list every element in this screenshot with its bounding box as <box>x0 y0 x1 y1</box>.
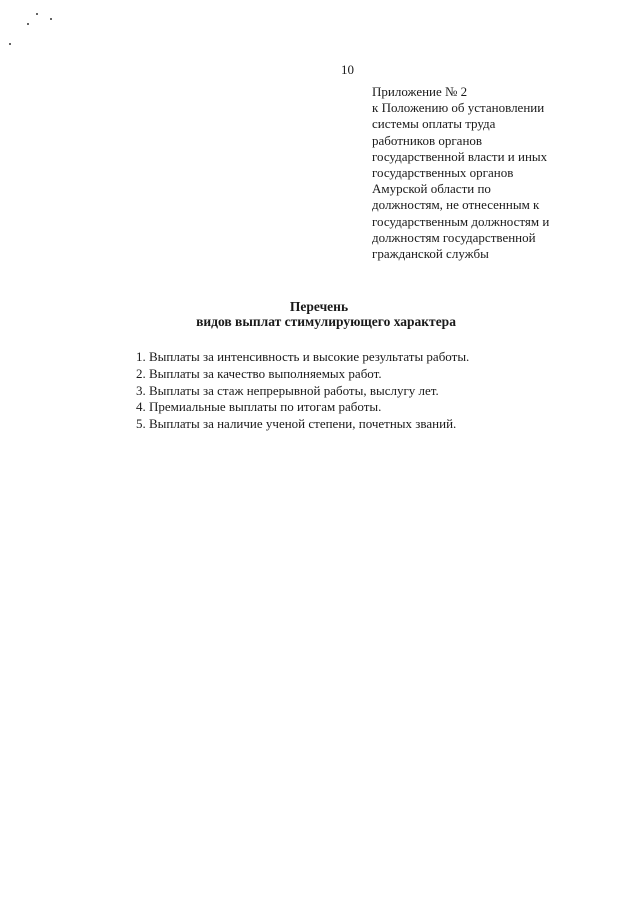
appendix-line: государственной власти и иных <box>372 148 548 164</box>
list-item: 3. Выплаты за стаж непрерывной работы, выслугу лет. <box>136 382 439 398</box>
appendix-line: Приложение № 2 <box>372 84 468 99</box>
appendix-line: государственных органов <box>372 165 514 181</box>
scan-speck <box>9 43 11 45</box>
appendix-line: Амурской области по <box>372 181 491 197</box>
list-item: 5. Выплаты за наличие ученой степени, почетных званий. <box>136 416 457 432</box>
list-item: 4. Премиальные выплаты по итогам работы. <box>136 399 382 415</box>
appendix-reference <box>372 84 622 262</box>
appendix-line: государственным должностям и <box>372 213 550 229</box>
list-item: 1. Выплаты за интенсивность и высокие результаты работы. <box>136 349 470 364</box>
scan-speck <box>50 18 52 20</box>
scan-speck <box>27 23 29 25</box>
appendix-line: должностям, не отнесенным к <box>372 197 540 213</box>
list-item: 2. Выплаты за качество выполняемых работ. <box>136 365 382 381</box>
appendix-line: системы оплаты труда <box>372 116 496 132</box>
document-title: Перечень <box>289 299 349 314</box>
scan-speck <box>36 13 38 15</box>
appendix-line: к Положению об установлении <box>372 100 545 116</box>
payment-types-list <box>136 349 469 433</box>
appendix-line: работников органов <box>372 132 483 148</box>
page-number: 10 <box>341 62 354 77</box>
appendix-line: гражданской службы <box>372 246 489 262</box>
appendix-line: должностям государственной <box>372 229 536 245</box>
document-subtitle: видов выплат стимулирующего характера <box>196 314 456 329</box>
